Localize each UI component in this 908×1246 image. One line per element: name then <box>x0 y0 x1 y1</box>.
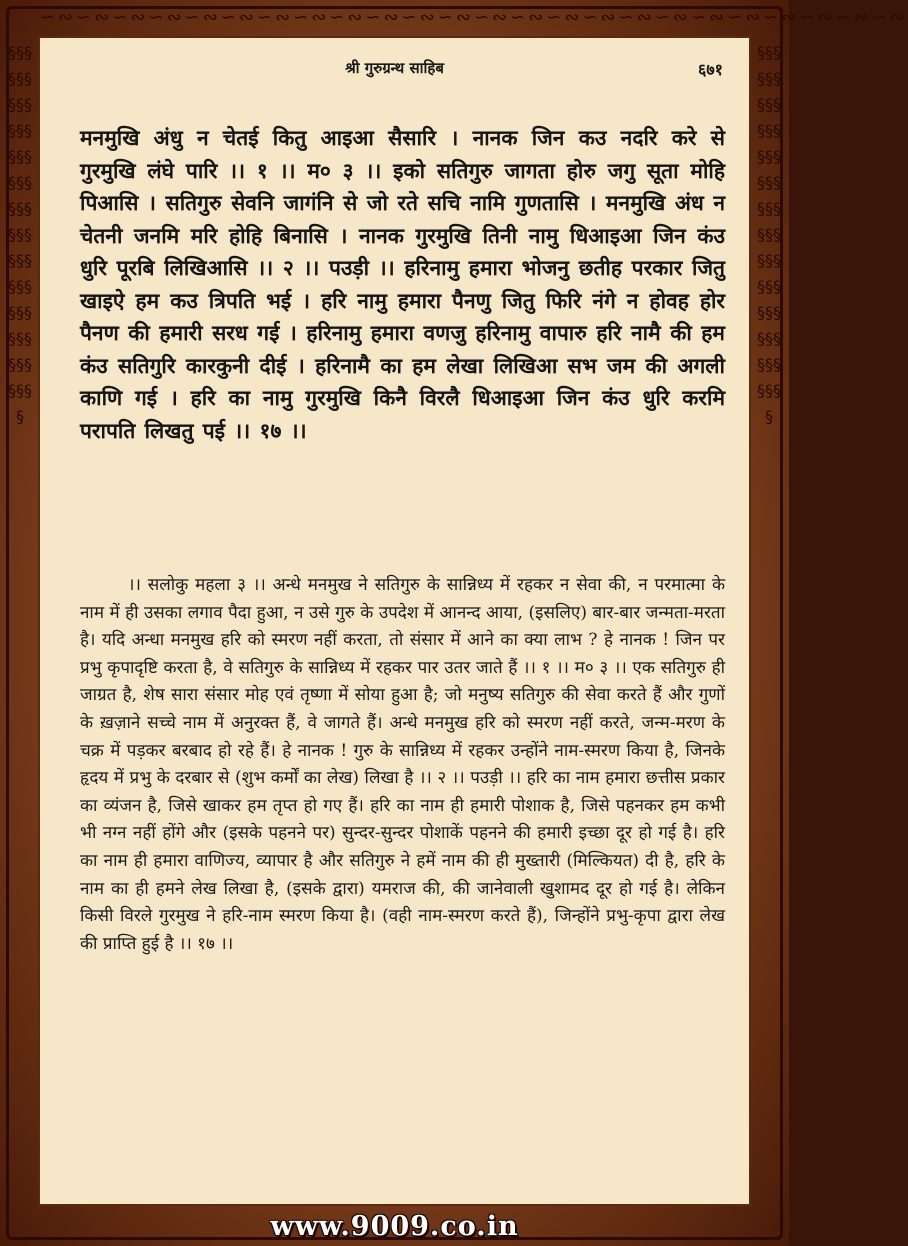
hindi-translation: ।। सलोकु महला ३ ।। अन्धे मनमुख ने सतिगुरु के सान्निध्य में रहकर न सेवा की, न परमात्मा के नाम में ही उसका लगाव पैदा हुआ, न उसे गुरु के उपदेश में आनन्द आया, (इसलिए) बार-बार जन्मता-मरता है। यदि अन्धा मनमुख हरि को स्मरण नहीं करता, तो संसार में आने का क्या लाभ ? हे नानक ! जिन पर प्रभु कृपादृष्टि करता है, वे सतिगुरु के सान्निध्य में रहकर पार उतर जाते हैं ।। १ ।। म० ३ ।। एक सतिगुरु ही जाग्रत है, शेष सारा संसार मोह एवं तृष्णा में सोया हुआ है; जो मनुष्य सतिगुरु की सेवा करते हैं और गुणों के ख़ज़ाने सच्चे नाम में अनुरक्त हैं, वे जागते हैं। अन्धे मनमुख हरि को स्मरण नहीं करते, जन्म-मरण के चक्र में पड़कर बरबाद हो रहे हैं। हे नानक ! गुरु के सान्निध्य में रहकर उन्होंने नाम-स्मरण किया है, जिनके हृदय में प्रभु के दरबार से (शुभ कर्मों का लेख) लिखा है ।। २ ।। पउड़ी ।। हरि का नाम हमारा छत्तीस प्रकार का व्यंजन है, जिसे खाकर हम तृप्त हो गए हैं। हरि का नाम ही हमारी पोशाक है, जिसे पहनकर हम कभी भी नग्न नहीं होंगे और (इसके पहनने पर) सुन्दर-सुन्दर पोशाकें पहनने की हमारी इच्छा दूर हो गई है। हरि का नाम ही हमारा वाणिज्य, व्यापार है और सतिगुरु ने हमें नाम की ही मुख्तारी (मिल्कियत) दी है, हरि के नाम का ही हमने लेख लिखा है, (इसके द्वारा) यमराज की, की जानेवाली खुशामद दूर हो गई है। लेकिन किसी विरले गुरमुख ने हरि-नाम स्मरण किया है। (वही नाम-स्मरण करते हैं), जिन्होंने प्रभु-कृपा द्वारा लेख की प्राप्ति हुई है ।। १७ ।। <box>80 575 725 954</box>
right-ornament: §§§§§§§§§§§§§§§§§§§§§§§§§§§§§§§§§§§§§§§§§§§ <box>757 43 781 426</box>
website-url[interactable]: www.9009.co.in <box>270 1211 519 1242</box>
top-ornament: ∽∾∽∾∽∾∽∾∽∾∽∾∽∾∽∾∽∾∽∾∽∾∽∾∽∾∽∾∽∾∽∾∽∾∽∾∽∾∽∾∽∾∽∾∽∾∽∾ <box>40 7 908 28</box>
scripture-page <box>38 36 751 1206</box>
page-header <box>40 58 749 88</box>
left-ornament: §§§§§§§§§§§§§§§§§§§§§§§§§§§§§§§§§§§§§§§§§§§ <box>8 43 32 426</box>
gurbani-verse: मनमुखि अंधु न चेतई कितु आइआ सैसारि । नानक जिन कउ नदरि करे से गुरमुखि लंघे पारि ।। १ ।। म० ३ ।। इको सतिगुरु जागता होरु जगु सूता मोहि पिआसि । सतिगुरु सेवनि जागंनि से जो रते सचि नामि गुणतासि । मनमुखि अंध न चेतनी जनमि मरि होहि बिनासि । नानक गुरमुखि तिनी नामु धिआइआ जिन कंउ धुरि पूरबि लिखिआसि ।। २ ।। पउड़ी ।। हरिनामु हमारा भोजनु छतीह परकार जितु खाइऐ हम कउ त्रिपति भई । हरि नामु हमारा पैनणु जितु फिरि नंगे न होवह होर पैनण की हमारी सरध गई । हरिनामु हमारा वणजु हरिनामु वापारु हरि नामै की हम कंउ सतिगुरि कारकुनी दीई । हरिनामै का हम लेखा लिखिआ सभ जम की अगली काणि गई । हरि का नामु गुरमुखि किनै विरलै धिआइआ जिन कंउ धुरि करमि परापति लिखतु पई ।। १७ ।। <box>80 126 725 443</box>
book-title: श्री गुरुग्रन्थ साहिब <box>345 59 444 77</box>
page-number: ६७१ <box>698 60 723 79</box>
